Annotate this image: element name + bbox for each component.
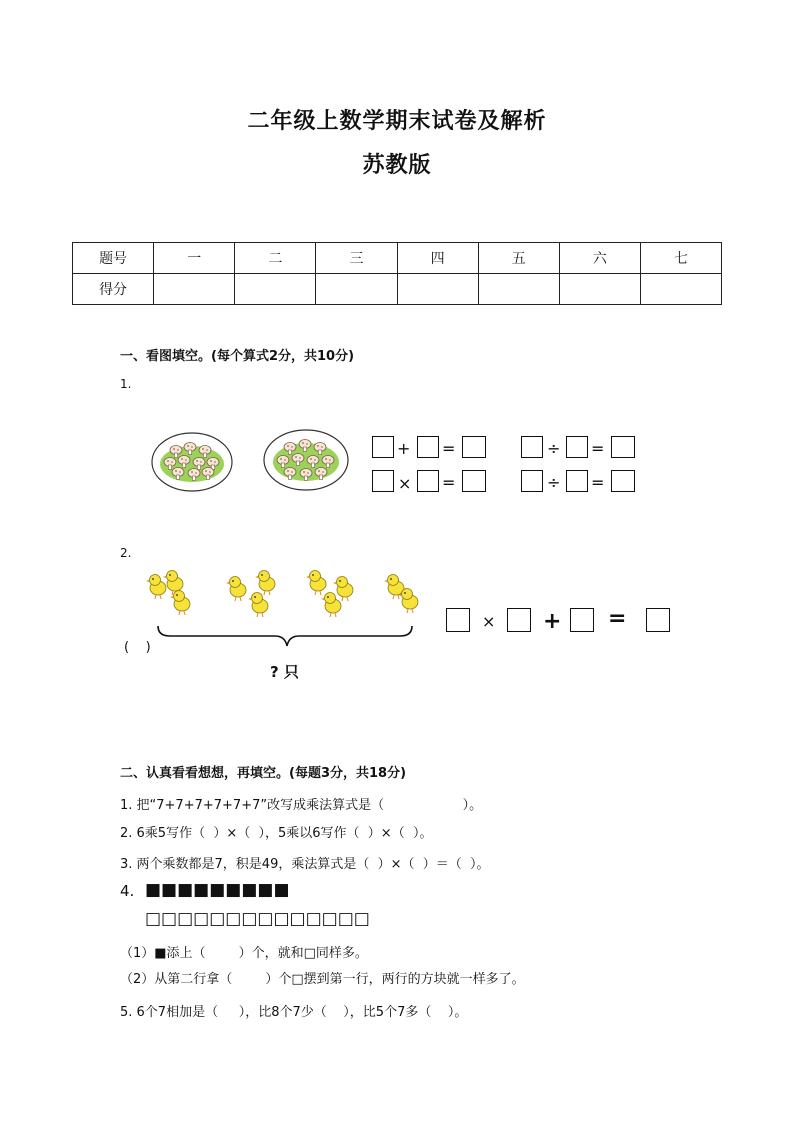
- question-4-part2: （2）从第二行拿（ ）个□摆到第一行，两行的方块就一样多了。: [120, 972, 525, 987]
- answer-box[interactable]: [372, 470, 394, 492]
- score-input-cell[interactable]: [154, 274, 235, 305]
- equals-sign: =: [591, 473, 605, 492]
- score-input-cell[interactable]: [478, 274, 559, 305]
- answer-box[interactable]: [446, 608, 470, 632]
- plus-sign: +: [543, 609, 562, 634]
- equals-sign: =: [442, 473, 456, 492]
- answer-box[interactable]: [462, 470, 486, 492]
- times-sign: ×: [398, 474, 412, 493]
- q2-total-label: ? 只: [270, 663, 299, 681]
- question-2: 2. 6乘5写作（ ）×（ ），5乘以6写作（ ）×（ ）。: [120, 826, 433, 841]
- answer-box[interactable]: [566, 470, 588, 492]
- score-input-cell[interactable]: [235, 274, 316, 305]
- answer-box[interactable]: [521, 436, 543, 458]
- chick-group-icon: [384, 575, 418, 614]
- question-5: 5. 6个7相加是（ ），比8个7少（ ），比5个7多（ ）。: [120, 1005, 468, 1020]
- black-squares-row: ■■■■■■■■■: [145, 880, 290, 900]
- table-cell: 六: [559, 243, 640, 274]
- divide-sign: ÷: [547, 439, 561, 458]
- q2-number: 2.: [120, 546, 132, 560]
- white-squares-row: □□□□□□□□□□□□□□: [145, 909, 370, 929]
- chick-group-icon: [146, 571, 190, 616]
- table-cell: 一: [154, 243, 235, 274]
- q1-number: 1.: [120, 377, 132, 391]
- answer-box[interactable]: [462, 436, 486, 458]
- score-input-cell[interactable]: [316, 274, 397, 305]
- answer-box[interactable]: [570, 608, 594, 632]
- table-cell: 二: [235, 243, 316, 274]
- curly-brace: [158, 626, 412, 646]
- table-row: [73, 243, 722, 274]
- answer-box[interactable]: [507, 608, 531, 632]
- times-sign: ×: [482, 612, 496, 631]
- question-1: 1. 把“7+7+7+7+7+7”改写成乘法算式是（ ）。: [120, 798, 483, 813]
- divide-sign: ÷: [547, 473, 561, 492]
- page-subtitle: 苏教版: [362, 153, 432, 178]
- score-input-cell[interactable]: [559, 274, 640, 305]
- mushroom-plates-illustration: [150, 422, 350, 502]
- section1-heading: 一、看图填空。(每个算式2分，共10分): [120, 349, 355, 364]
- equals-sign: =: [608, 606, 627, 631]
- page-title: 二年级上数学期末试卷及解析: [247, 109, 547, 134]
- plate-icon: [152, 433, 232, 491]
- equals-sign: =: [442, 439, 456, 458]
- table-cell: 七: [640, 243, 721, 274]
- chicks-illustration: [140, 562, 430, 656]
- plus-sign: +: [397, 439, 411, 458]
- equals-sign: =: [591, 439, 605, 458]
- question-4-number: 4.: [120, 882, 135, 900]
- table-row: [73, 274, 722, 305]
- chick-group-icon: [226, 571, 275, 618]
- table-cell: 三: [316, 243, 397, 274]
- answer-box[interactable]: [611, 470, 635, 492]
- table-cell: 得分: [73, 274, 154, 305]
- section2-heading: 二、认真看看想想，再填空。(每题3分，共18分): [120, 766, 407, 781]
- answer-box[interactable]: [521, 470, 543, 492]
- score-table: [72, 242, 722, 305]
- answer-box[interactable]: [372, 436, 394, 458]
- question-3: 3. 两个乘数都是7，积是49，乘法算式是（ ）×（ ）＝（ ）。: [120, 857, 490, 872]
- table-cell: 四: [397, 243, 478, 274]
- table-cell: 题号: [73, 243, 154, 274]
- answer-box[interactable]: [566, 436, 588, 458]
- table-cell: 五: [478, 243, 559, 274]
- chick-group-icon: [306, 571, 353, 618]
- plate-icon: [264, 430, 348, 490]
- question-4-part1: （1）■添上（ ）个，就和□同样多。: [120, 946, 368, 961]
- answer-box[interactable]: [611, 436, 635, 458]
- answer-box[interactable]: [646, 608, 670, 632]
- score-input-cell[interactable]: [397, 274, 478, 305]
- score-input-cell[interactable]: [640, 274, 721, 305]
- answer-box[interactable]: [417, 436, 439, 458]
- q2-paren: ( ): [124, 640, 151, 655]
- answer-box[interactable]: [417, 470, 439, 492]
